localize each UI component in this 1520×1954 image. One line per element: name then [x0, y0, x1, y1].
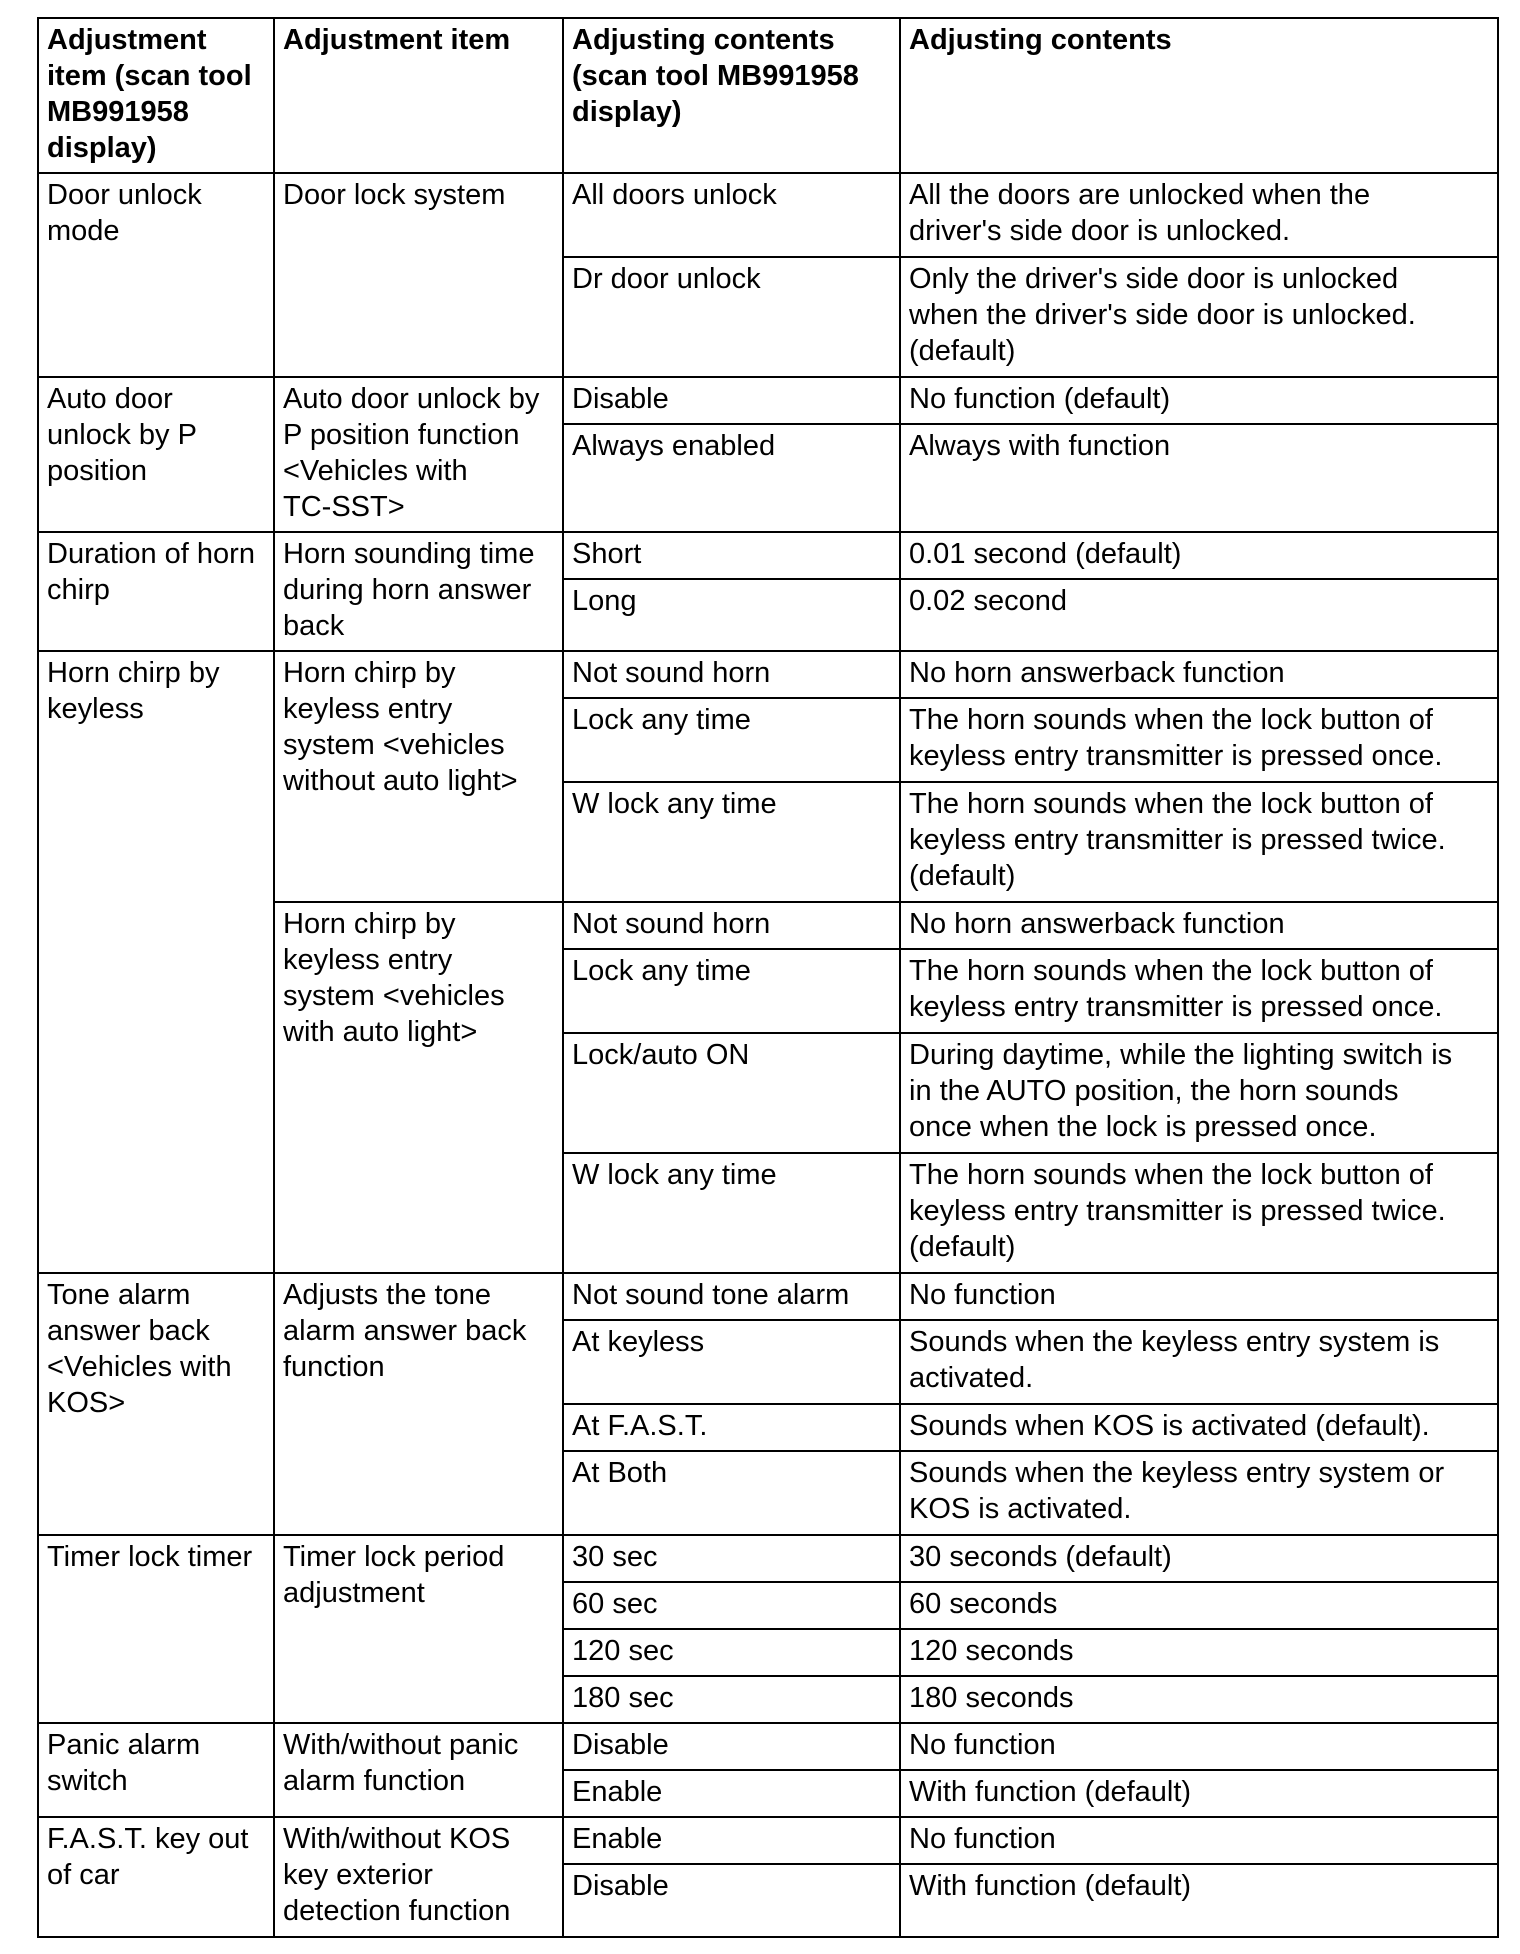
content-cell: No horn answerback function — [900, 902, 1498, 949]
display-cell: Enable — [563, 1770, 900, 1817]
content-cell: 120 seconds — [900, 1629, 1498, 1676]
display-cell: All doors unlock — [563, 173, 900, 257]
content-cell: 0.02 second — [900, 579, 1498, 651]
display-cell: Disable — [563, 1864, 900, 1937]
table-row — [38, 1273, 1498, 1320]
display-cell: Not sound horn — [563, 902, 900, 949]
display-cell: Not sound tone alarm — [563, 1273, 900, 1320]
display-cell: 120 sec — [563, 1629, 900, 1676]
display-cell: Not sound horn — [563, 651, 900, 698]
display-cell: 60 sec — [563, 1582, 900, 1629]
header-item: Adjustment item — [274, 18, 563, 173]
content-cell: No horn answerback function — [900, 651, 1498, 698]
display-cell: W lock any time — [563, 1153, 900, 1273]
display-cell: Dr door unlock — [563, 257, 900, 377]
display-cell: Always enabled — [563, 424, 900, 532]
content-cell: Sounds when the keyless entry system or KOS is activated. — [900, 1451, 1498, 1535]
display-cell: 180 sec — [563, 1676, 900, 1723]
display-cell: Lock/auto ON — [563, 1033, 900, 1153]
content-cell: No function — [900, 1723, 1498, 1770]
content-cell: With function (default) — [900, 1770, 1498, 1817]
item-display-cell: Timer lock timer — [38, 1535, 274, 1723]
content-cell: During daytime, while the lighting switch is in the AUTO position, the horn sounds once when the lock is pressed once. — [900, 1033, 1498, 1153]
header-contents-display: Adjusting contents (scan tool MB991958 display) — [563, 18, 900, 173]
item-display-cell: Door unlock mode — [38, 173, 274, 377]
display-cell: At Both — [563, 1451, 900, 1535]
display-cell: Disable — [563, 1723, 900, 1770]
table-row — [38, 532, 1498, 579]
item-display-cell: Panic alarm switch — [38, 1723, 274, 1817]
content-cell: The horn sounds when the lock button of keyless entry transmitter is pressed twice. (default) — [900, 1153, 1498, 1273]
item-display-cell: Auto door unlock by P position — [38, 377, 274, 532]
content-cell: Sounds when KOS is activated (default). — [900, 1404, 1498, 1451]
content-cell: With function (default) — [900, 1864, 1498, 1937]
content-cell: 30 seconds (default) — [900, 1535, 1498, 1582]
table-row — [38, 1535, 1498, 1582]
display-cell: Lock any time — [563, 698, 900, 782]
item-cell: Door lock system — [274, 173, 563, 377]
content-cell: No function — [900, 1817, 1498, 1864]
content-cell: 0.01 second (default) — [900, 532, 1498, 579]
content-cell: 60 seconds — [900, 1582, 1498, 1629]
item-cell: With/without KOS key exterior detection function — [274, 1817, 563, 1937]
content-cell: 180 seconds — [900, 1676, 1498, 1723]
content-cell: Sounds when the keyless entry system is activated. — [900, 1320, 1498, 1404]
display-cell: Disable — [563, 377, 900, 424]
item-display-cell: Tone alarm answer back <Vehicles with KOS> — [38, 1273, 274, 1535]
content-cell: The horn sounds when the lock button of keyless entry transmitter is pressed once. — [900, 698, 1498, 782]
display-cell: At F.A.S.T. — [563, 1404, 900, 1451]
item-cell: Adjusts the tone alarm answer back function — [274, 1273, 563, 1535]
item-display-cell: F.A.S.T. key out of car — [38, 1817, 274, 1937]
display-cell: 30 sec — [563, 1535, 900, 1582]
item-display-cell: Duration of horn chirp — [38, 532, 274, 651]
item-cell: Horn chirp by keyless entry system <vehicles without auto light> — [274, 651, 563, 902]
content-cell: The horn sounds when the lock button of keyless entry transmitter is pressed twice. (default) — [900, 782, 1498, 902]
table-row — [38, 1817, 1498, 1864]
content-cell: The horn sounds when the lock button of keyless entry transmitter is pressed once. — [900, 949, 1498, 1033]
content-cell: Only the driver's side door is unlocked when the driver's side door is unlocked. (default) — [900, 257, 1498, 377]
item-cell: With/without panic alarm function — [274, 1723, 563, 1817]
display-cell: Short — [563, 532, 900, 579]
display-cell: Lock any time — [563, 949, 900, 1033]
table-row — [38, 1723, 1498, 1770]
content-cell: Always with function — [900, 424, 1498, 532]
header-contents: Adjusting contents — [900, 18, 1498, 173]
display-cell: At keyless — [563, 1320, 900, 1404]
item-cell: Auto door unlock by P position function <Vehicles with TC-SST> — [274, 377, 563, 532]
header-item-display: Adjustment item (scan tool MB991958 display) — [38, 18, 274, 173]
display-cell: Enable — [563, 1817, 900, 1864]
content-cell: No function — [900, 1273, 1498, 1320]
item-cell: Timer lock period adjustment — [274, 1535, 563, 1723]
item-display-cell: Horn chirp by keyless — [38, 651, 274, 1273]
adjustment-table — [37, 17, 1499, 1938]
item-cell: Horn sounding time during horn answer back — [274, 532, 563, 651]
item-cell: Horn chirp by keyless entry system <vehicles with auto light> — [274, 902, 563, 1273]
display-cell: W lock any time — [563, 782, 900, 902]
table-row — [38, 377, 1498, 424]
table-row — [38, 173, 1498, 257]
content-cell: All the doors are unlocked when the driver's side door is unlocked. — [900, 173, 1498, 257]
content-cell: No function (default) — [900, 377, 1498, 424]
display-cell: Long — [563, 579, 900, 651]
header-row — [38, 18, 1498, 173]
table-row — [38, 651, 1498, 698]
